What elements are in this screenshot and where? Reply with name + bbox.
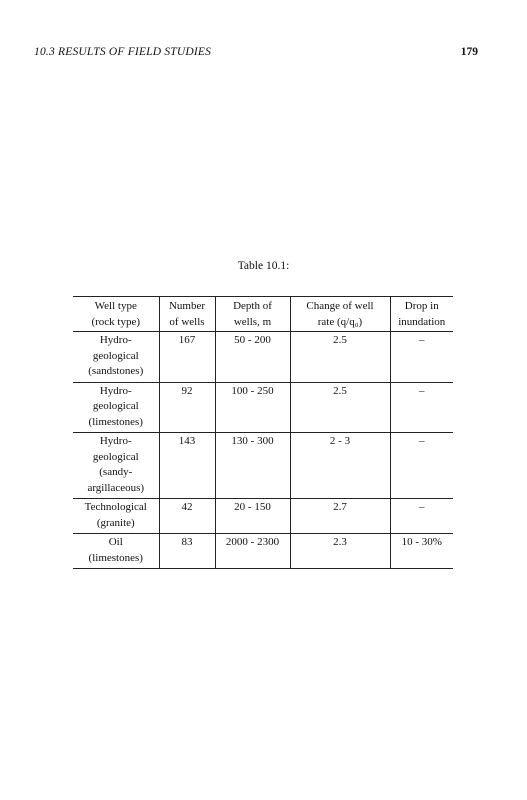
cell-number-of-wells: 143 [159,433,215,499]
column-header-well-type: Well type (rock type) [73,297,159,332]
data-table [73,296,453,569]
column-header-inundation-drop: Drop in inundation [398,300,446,328]
cell-well-type: Hydro- geological (sandstones) [73,332,159,383]
cell-number-of-wells: 83 [159,534,215,569]
table-body [73,332,453,569]
cell-inundation-drop: – [419,501,425,513]
cell-depth: 2000 - 2300 [215,534,290,569]
cell-rate-change: 2 - 3 [290,433,390,499]
cell-well-type: Hydro- geological (limestones) [73,382,159,433]
cell-rate-change: 2.3 [290,534,390,569]
table-header [73,297,453,332]
section-label: 10.3 RESULTS OF FIELD STUDIES [34,46,212,58]
cell-well-type: Hydro- geological (sandy- argillaceous) [73,433,159,499]
table-row [73,382,453,433]
table-row [73,534,453,569]
cell-number-of-wells: 42 [159,499,215,534]
column-header-depth: Depth of wells, m [215,297,290,332]
cell-depth: 130 - 300 [215,433,290,499]
cell-depth: 100 - 250 [215,382,290,433]
cell-depth: 20 - 150 [215,499,290,534]
cell-inundation-drop: – [419,435,425,447]
header-row [73,297,453,332]
table-row [73,332,453,383]
cell-inundation-drop: 10 - 30% [401,536,442,548]
table-caption: Table 10.1: [237,260,290,272]
cell-inundation-drop: – [419,334,425,346]
cell-number-of-wells: 167 [159,332,215,383]
cell-well-type: Technological (granite) [73,499,159,534]
cell-depth: 50 - 200 [215,332,290,383]
column-header-rate-change: Change of well rate (q/q₀) [290,297,390,332]
cell-rate-change: 2.5 [290,332,390,383]
cell-rate-change: 2.7 [290,499,390,534]
cell-well-type: Oil (limestones) [73,534,159,569]
cell-inundation-drop: – [419,384,425,397]
page-number: 179 [460,46,478,58]
column-header-number-of-wells: Number of wells [159,297,215,332]
table-row [73,499,453,534]
cell-rate-change: 2.5 [290,382,390,433]
cell-number-of-wells: 92 [159,382,215,433]
running-head [34,44,478,60]
table-row [73,433,453,499]
